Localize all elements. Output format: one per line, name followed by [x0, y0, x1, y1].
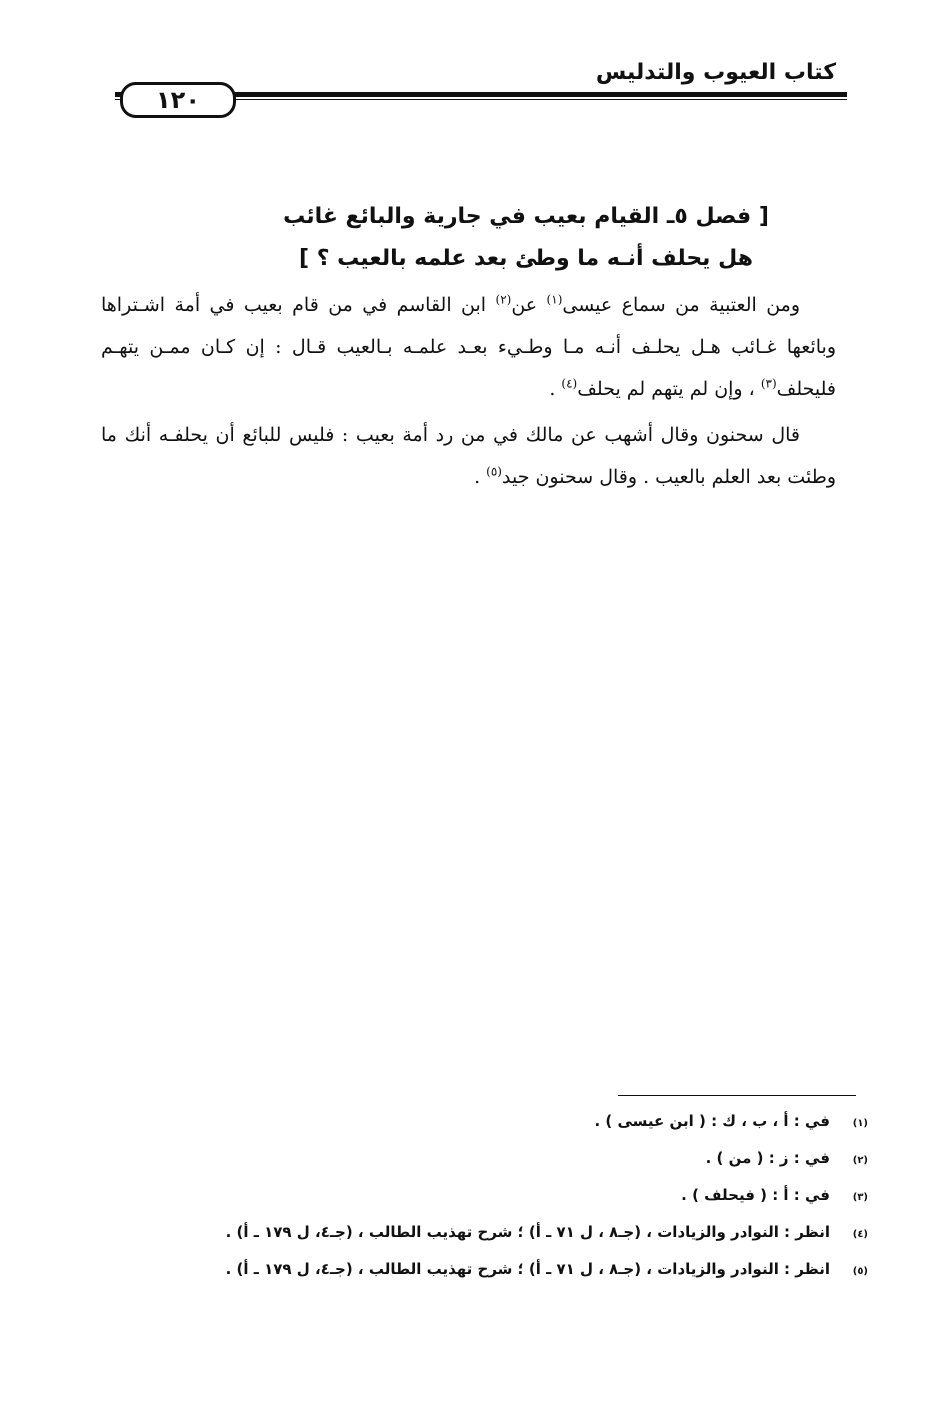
footnote-ref[interactable]: (١) [546, 292, 563, 307]
footnote-text: في : ز : ( من ) . [705, 1149, 830, 1167]
footnote-ref[interactable]: (٢) [495, 292, 512, 307]
footnote-item [168, 1141, 868, 1178]
footnote-text: في : أ : ( فيحلف ) . [681, 1186, 830, 1204]
footnote-ref[interactable]: (٤) [561, 376, 578, 391]
paragraph-text: قال سحنون وقال أشهب عن مالك في من رد أمة بعيب : فليس للبائع أن يحلفـه أنك ما وطئت بعد العلم بالعيب . وقال سحنون جيد [101, 424, 836, 488]
footnotes [168, 1104, 868, 1289]
section-heading-line-1: [ فصل ٥ـ القيام بعيب في جارية والبائع غائب [283, 204, 769, 229]
footnote-text: انظر : النوادر والزيادات ، (جـ٨ ، ل ٧١ ـ أ) ؛ شرح تهذيب الطالب ، (جـ٤، ل ١٧٩ ـ أ) . [225, 1260, 830, 1278]
footnote-number: (٤) [852, 1229, 868, 1240]
footnote-separator [618, 1095, 856, 1096]
paragraph-1 [101, 284, 836, 410]
section-heading-line-2: هل يحلف أنـه ما وطئ بعد علمه بالعيب ؟ ] [299, 246, 753, 271]
paragraph-text: عن [511, 294, 547, 316]
footnote-number: (٣) [852, 1192, 868, 1203]
page-number: ١٢٠ [156, 86, 200, 114]
footnote-ref[interactable]: (٥) [486, 464, 502, 479]
footnote-item [168, 1104, 868, 1141]
paragraph-text: ، وإن لم يتهم لم يحلف [577, 378, 761, 400]
paragraph-text: . [549, 378, 562, 400]
paragraph-text: ابن القاسم في من قام بعيب في أمة اشـتراها وبائعها غـائب هـل يحلـف أنـه مـا وطـيء بعـد علمـه بـالعيب قـال : إن كـان ممـن يتهـم فليحلف [101, 294, 836, 400]
footnote-item [168, 1252, 868, 1289]
running-title: كتاب العيوب والتدليس [595, 60, 836, 85]
footnote-number: (٥) [852, 1266, 868, 1277]
paragraph-text: ومن العتبية من سماع عيسى [562, 294, 801, 316]
footnote-number: (١) [852, 1118, 868, 1129]
paragraph-2 [101, 414, 836, 498]
footnote-text: في : أ ، ب ، ك : ( ابن عيسى ) . [594, 1112, 830, 1130]
footnote-item [168, 1215, 868, 1252]
footnote-item [168, 1178, 868, 1215]
footnote-text: انظر : النوادر والزيادات ، (جـ٨ ، ل ٧١ ـ أ) ؛ شرح تهذيب الطالب ، (جـ٤، ل ١٧٩ ـ أ) . [225, 1223, 830, 1241]
section-heading [216, 196, 836, 280]
page-number-frame [120, 82, 236, 118]
footnote-ref[interactable]: (٣) [760, 376, 777, 391]
footnote-number: (٢) [852, 1155, 868, 1166]
body-text [101, 284, 836, 498]
paragraph-text: . [474, 466, 487, 488]
